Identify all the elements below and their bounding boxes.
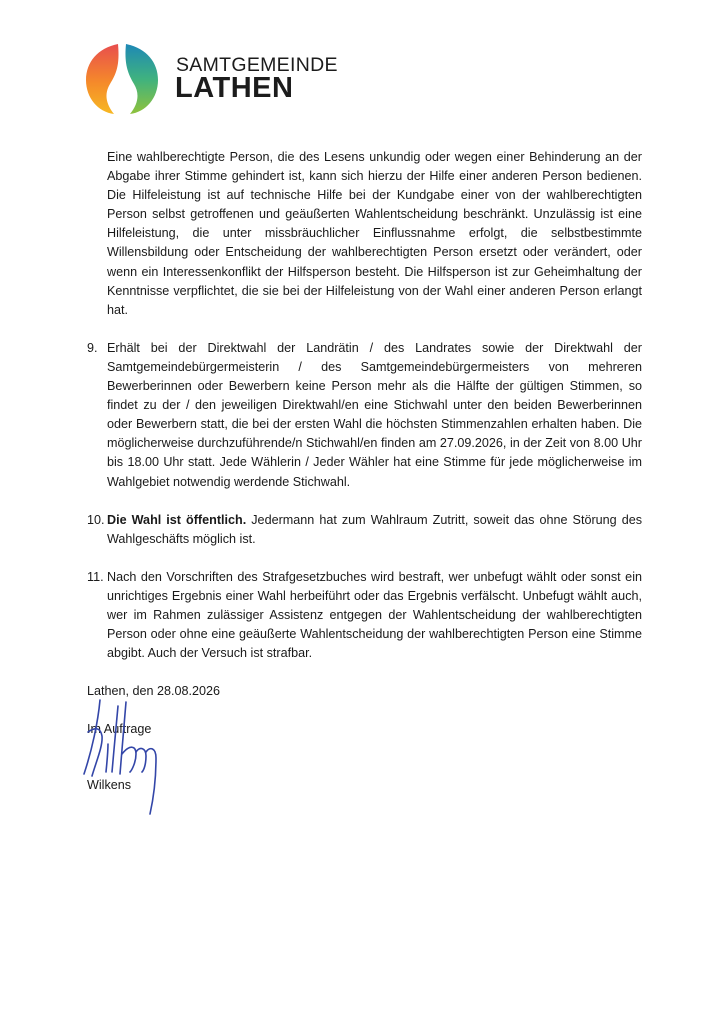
item-number: 9.	[87, 340, 98, 355]
on-behalf-label: Im Auftrage	[87, 722, 152, 737]
list-item	[87, 339, 642, 492]
logo	[84, 42, 364, 116]
list-item	[87, 511, 642, 549]
signatory-name: Wilkens	[87, 778, 132, 792]
logo-mark-icon	[84, 42, 160, 116]
logo-text-line1: SAMTGEMEINDE	[176, 54, 338, 76]
item-number: 11.	[87, 569, 104, 584]
item-number: 10.	[87, 512, 105, 527]
list-item	[87, 568, 642, 663]
item-text: Erhält bei der Direktwahl der Landrätin / des Landrates sowie der Direktwahl der Samtgemeindebürgermeisterin / des Samtgemeindebürgermeisters von mehreren Bewerberinnen oder Bewerbern keine Person mehr als die Hälfte der gültigen Stimmen, so findet zu der / den jeweiligen Direktwahl/en eine Stichwahl unter den beiden Bewerberinnen oder Bewerbern statt, die bei der ersten Wahl die höchsten Stimmenzahlen erhalten haben. Die möglicherweise durchzuführende/n Stichwahl/en finden am 27.09.2026, in der Zeit von 8.00 Uhr bis 18.00 Uhr statt. Jede Wählerin / Jeder Wähler hat eine Stimme für jede möglicherweise im Wahlgebiet notwendig werdende Stichwahl.	[107, 340, 642, 489]
document-body	[87, 148, 642, 739]
intro-paragraph: Eine wahlberechtigte Person, die des Lesens unkundig oder wegen einer Behinderung an der Abgabe ihrer Stimme gehindert ist, kann sich hierzu der Hilfe einer anderen Person bedienen. Die Hilfeleistung ist auf technische Hilfe bei der Kundgabe einer von der wahlberechtigten Person selbst getroffenen und geäußerten Wahlentscheidung beschränkt. Unzulässig ist eine Hilfeleistung, die unter missbräuchlicher Einflussnahme erfolgt, die selbstbestimmte Willensbildung oder Entscheidung der wahlberechtigten Person ersetzt oder verändert, oder wenn ein Interessenkonflikt der Hilfsperson besteht. Die Hilfsperson ist zur Geheimhaltung der Kenntnisse verpflichtet, die sie bei der Hilfeleistung von der Wahl einer anderen Person erlangt hat.	[107, 150, 642, 317]
signature-icon	[78, 692, 168, 820]
item-text: Nach den Vorschriften des Strafgesetzbuches wird bestraft, wer unbefugt wählt oder sonst ein unrichtiges Ergebnis einer Wahl herbeiführt oder das Ergebnis verfälscht. Unbefugt wählt auch, wer im Rahmen zulässiger Assistenz entgegen der Wahlentscheidung der wahlberechtigten Person oder ohne eine geäußerte Wahlentscheidung der wahlberechtigten Person eine Stimme abgibt. Auch der Versuch ist strafbar.	[107, 569, 642, 661]
place-date: Lathen, den 28.08.2026	[87, 684, 221, 699]
item-bold-text: Die Wahl ist öffentlich.	[107, 512, 247, 527]
item-text: Jedermann hat zum Wahlraum Zutritt, soweit das ohne Störung des Wahlgeschäfts möglich ist.	[107, 512, 643, 546]
logo-text-line2: LATHEN	[175, 72, 294, 104]
